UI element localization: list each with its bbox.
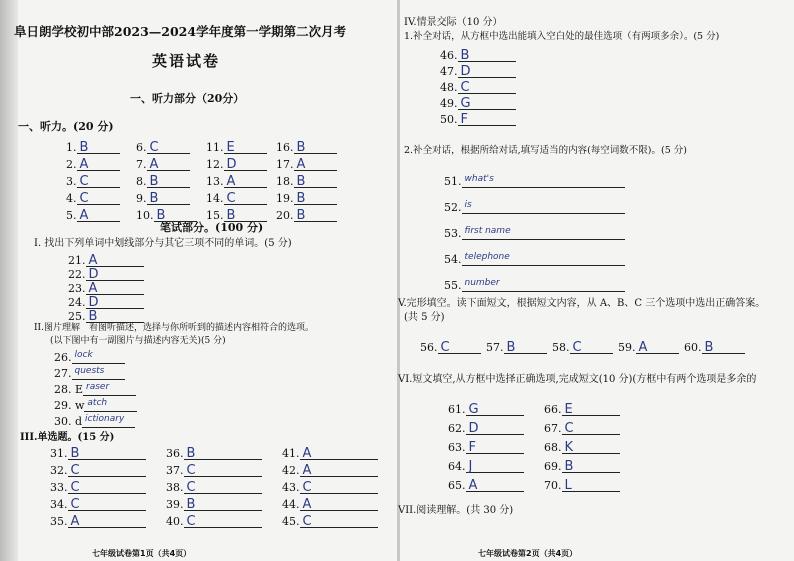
answer-blank[interactable]: E (224, 140, 267, 154)
question-number: 36. (166, 447, 184, 460)
answer-blank[interactable]: A (224, 174, 267, 188)
answer-blank[interactable]: is (462, 200, 625, 214)
answer-blank[interactable]: C (184, 480, 262, 494)
answer-row (136, 191, 190, 205)
answer-blank[interactable]: B (294, 140, 337, 154)
answer-blank[interactable]: B (294, 208, 337, 222)
answer-blank[interactable]: A (77, 208, 120, 222)
answer-blank[interactable]: C (68, 480, 146, 494)
answer-row (544, 478, 620, 492)
question-number: 67. (544, 422, 562, 435)
answer-row (206, 174, 267, 188)
question-number: 68. (544, 441, 562, 454)
question-number: 45. (282, 515, 300, 528)
section4-q1: 1.补全对话，从方框中选出能填入空白处的最佳选项（有两项多余）。(5 分) (404, 31, 720, 42)
question-number: 69. (544, 460, 562, 473)
answer-row (618, 340, 679, 354)
answer-row (282, 480, 378, 494)
answer-blank[interactable]: L (562, 478, 620, 492)
question-number: 11. (206, 141, 224, 154)
answer-row (552, 340, 613, 354)
section7-title: VII.阅读理解。(共 30 分) (398, 505, 514, 516)
question-number: 32. (50, 464, 68, 477)
question-number: 51. (444, 175, 462, 188)
question-number: 53. (444, 227, 462, 240)
question-number: 25. (68, 310, 86, 323)
answer-blank[interactable]: C (77, 191, 120, 205)
question-number: 64. (448, 460, 466, 473)
answer-row (684, 340, 745, 354)
answer-row (440, 80, 516, 94)
answer-blank[interactable]: ictionary (82, 414, 135, 428)
question-number: 13. (206, 175, 224, 188)
answer-row (66, 157, 120, 171)
answer-blank[interactable]: A (86, 281, 144, 295)
answer-row (276, 140, 337, 154)
answer-row (166, 480, 262, 494)
question-number: 2. (66, 158, 77, 171)
question-number: 37. (166, 464, 184, 477)
answer-blank[interactable]: A (147, 157, 190, 171)
question-number: 21. (68, 254, 86, 267)
answer-blank[interactable]: D (224, 157, 267, 171)
question-number: 50. (440, 113, 458, 126)
answer-row (66, 191, 120, 205)
section5-subtitle: (共 5 分) (404, 312, 445, 323)
question-number: 46. (440, 49, 458, 62)
answer-blank[interactable]: C (68, 497, 146, 511)
answer-blank[interactable]: A (466, 478, 524, 492)
answer-row (166, 463, 262, 477)
question-number: 44. (282, 498, 300, 511)
answer-blank[interactable]: D (86, 295, 144, 309)
question-number: 43. (282, 481, 300, 494)
answer-blank[interactable]: C (570, 340, 613, 354)
question-number: 18. (276, 175, 294, 188)
question-number: 61. (448, 403, 466, 416)
answer-blank[interactable]: C (224, 191, 267, 205)
answer-blank[interactable]: C (438, 340, 481, 354)
answer-blank[interactable]: E (562, 402, 620, 416)
answer-blank[interactable]: A (300, 497, 378, 511)
answer-row (206, 157, 267, 171)
answer-row (444, 174, 625, 188)
answer-blank[interactable]: F (458, 112, 516, 126)
answer-blank[interactable]: G (458, 96, 516, 110)
question-number: 70. (544, 479, 562, 492)
answer-row (54, 398, 137, 412)
question-number: 5. (66, 209, 77, 222)
question-number: 10. (136, 209, 154, 222)
answer-row (444, 200, 625, 214)
answer-row (276, 174, 337, 188)
question-number: 30. d (54, 415, 83, 428)
answer-row (66, 208, 120, 222)
answer-blank[interactable]: C (184, 463, 262, 477)
question-number: 27. (54, 367, 72, 380)
answer-blank[interactable]: B (504, 340, 547, 354)
section3-title: III.单选题。(15 分) (20, 432, 115, 443)
answer-blank[interactable]: quests (72, 366, 125, 380)
answer-row (276, 157, 337, 171)
answer-blank[interactable]: A (636, 340, 679, 354)
answer-row (276, 208, 337, 222)
question-number: 24. (68, 296, 86, 309)
answer-row (206, 208, 267, 222)
subject-title: 英语试卷 (152, 52, 221, 70)
section4-title: IV.情景交际（10 分） (404, 17, 503, 28)
question-number: 65. (448, 479, 466, 492)
answer-blank[interactable]: B (147, 174, 190, 188)
answer-row (166, 497, 262, 511)
answer-row (448, 478, 524, 492)
answer-blank[interactable]: A (86, 253, 144, 267)
answer-row (68, 281, 144, 295)
answer-row (282, 446, 378, 460)
exam-title: 阜日朗学校初中部2023—2024学年度第一学期第二次月考 (14, 24, 347, 39)
answer-row (68, 309, 144, 323)
answer-row (448, 459, 524, 473)
question-number: 40. (166, 515, 184, 528)
question-number: 4. (66, 192, 77, 205)
answer-row (486, 340, 547, 354)
answer-blank[interactable]: B (154, 208, 197, 222)
answer-row (282, 514, 378, 528)
answer-row (68, 267, 144, 281)
answer-row (50, 446, 146, 460)
answer-row (66, 174, 120, 188)
question-number: 52. (444, 201, 462, 214)
question-number: 14. (206, 192, 224, 205)
question-number: 16. (276, 141, 294, 154)
question-number: 56. (420, 341, 438, 354)
answer-row (50, 463, 146, 477)
question-number: 17. (276, 158, 294, 171)
answer-blank[interactable]: D (458, 64, 516, 78)
answer-blank[interactable]: J (466, 459, 524, 473)
page-divider (397, 0, 400, 561)
answer-row (66, 140, 120, 154)
question-number: 55. (444, 279, 462, 292)
answer-blank[interactable]: C (77, 174, 120, 188)
answer-row (50, 497, 146, 511)
answer-blank[interactable]: B (294, 174, 337, 188)
question-number: 19. (276, 192, 294, 205)
answer-blank[interactable]: D (86, 267, 144, 281)
answer-blank[interactable]: A (68, 514, 146, 528)
answer-blank[interactable]: A (300, 446, 378, 460)
answer-row (448, 421, 524, 435)
answer-blank[interactable]: K (562, 440, 620, 454)
answer-row (136, 208, 197, 222)
answer-blank[interactable]: C (184, 514, 262, 528)
question-number: 47. (440, 65, 458, 78)
answer-row (544, 402, 620, 416)
part1-title: 一、听力部分（20分） (130, 92, 245, 105)
answer-blank[interactable]: B (68, 446, 146, 460)
question-number: 7. (136, 158, 147, 171)
answer-blank[interactable]: telephone (462, 252, 625, 266)
answer-blank[interactable]: lock (72, 350, 125, 364)
answer-row (136, 157, 190, 171)
answer-row (68, 295, 144, 309)
answer-blank[interactable]: A (294, 157, 337, 171)
answer-row (440, 64, 516, 78)
answer-blank[interactable]: C (300, 514, 378, 528)
question-number: 6. (136, 141, 147, 154)
answer-row (68, 253, 144, 267)
question-number: 34. (50, 498, 68, 511)
answer-row (544, 440, 620, 454)
question-number: 31. (50, 447, 68, 460)
answer-row (206, 140, 267, 154)
question-number: 59. (618, 341, 636, 354)
left-footer: 七年级试卷第1页（共4页） (92, 549, 192, 558)
question-number: 26. (54, 351, 72, 364)
answer-row (136, 174, 190, 188)
question-number: 62. (448, 422, 466, 435)
answer-row (54, 414, 135, 428)
answer-blank[interactable]: G (466, 402, 524, 416)
right-footer: 七年级试卷第2页（共4页） (478, 549, 578, 558)
question-number: 42. (282, 464, 300, 477)
section1-title: I. 找出下列单词中划线部分与其它三项不同的单词。(5 分) (34, 238, 292, 249)
answer-blank[interactable]: B (562, 459, 620, 473)
question-number: 66. (544, 403, 562, 416)
answer-blank[interactable]: number (462, 278, 625, 292)
question-number: 35. (50, 515, 68, 528)
answer-row (54, 366, 125, 380)
answer-blank[interactable]: B (147, 191, 190, 205)
question-number: 38. (166, 481, 184, 494)
answer-row (440, 112, 516, 126)
question-number: 58. (552, 341, 570, 354)
section-listening-title: 一、听力。(20 分) (18, 120, 114, 133)
question-number: 33. (50, 481, 68, 494)
section4-q2: 2.补全对话，根据所给对话,填写适当的内容(每空词数不限)。(5 分) (404, 145, 687, 156)
answer-blank[interactable]: B (224, 208, 267, 222)
answer-blank[interactable]: B (294, 191, 337, 205)
answer-row (444, 226, 625, 240)
question-number: 54. (444, 253, 462, 266)
answer-blank[interactable]: F (466, 440, 524, 454)
question-number: 22. (68, 268, 86, 281)
answer-blank[interactable]: B (702, 340, 745, 354)
answer-blank[interactable]: first name (462, 226, 625, 240)
answer-row (448, 440, 524, 454)
answer-blank[interactable]: D (466, 421, 524, 435)
answer-row (544, 459, 620, 473)
answer-blank[interactable]: C (458, 80, 516, 94)
question-number: 3. (66, 175, 77, 188)
answer-row (166, 514, 262, 528)
question-number: 63. (448, 441, 466, 454)
question-number: 9. (136, 192, 147, 205)
question-number: 29. w (54, 399, 85, 412)
answer-row (544, 421, 620, 435)
binding-edge (0, 0, 18, 561)
answer-blank[interactable]: atch (84, 398, 137, 412)
question-number: 28. E (54, 383, 84, 396)
answer-blank[interactable]: B (86, 309, 144, 323)
answer-blank[interactable]: what's (462, 174, 625, 188)
answer-row (54, 350, 125, 364)
answer-row (276, 191, 337, 205)
question-number: 41. (282, 447, 300, 460)
answer-row (444, 278, 625, 292)
answer-blank[interactable]: C (68, 463, 146, 477)
answer-row (282, 497, 378, 511)
answer-row (166, 446, 262, 460)
question-number: 15. (206, 209, 224, 222)
answer-blank[interactable]: C (562, 421, 620, 435)
question-number: 23. (68, 282, 86, 295)
answer-blank[interactable]: B (458, 48, 516, 62)
answer-blank[interactable]: B (184, 446, 262, 460)
section2-title: II.图片理解 看图听描述，选择与你所听到的描述内容相符合的选项。 (34, 323, 314, 333)
answer-blank[interactable]: A (300, 463, 378, 477)
answer-row (50, 514, 146, 528)
question-number: 20. (276, 209, 294, 222)
question-number: 57. (486, 341, 504, 354)
answer-blank[interactable]: A (77, 157, 120, 171)
answer-row (448, 402, 524, 416)
section5-title: V.完形填空。读下面短文，根据短文内容，从 A、B、C 三个选项中选出正确答案。 (398, 298, 766, 309)
answer-row (440, 48, 516, 62)
answer-row (206, 191, 267, 205)
answer-row (440, 96, 516, 110)
answer-blank[interactable]: B (77, 140, 120, 154)
answer-blank[interactable]: C (147, 140, 190, 154)
question-number: 49. (440, 97, 458, 110)
question-number: 60. (684, 341, 702, 354)
question-number: 48. (440, 81, 458, 94)
answer-row (50, 480, 146, 494)
answer-row (54, 382, 136, 396)
section6-title: VI.短文填空,从方框中选择正确选项,完成短文(10 分)(方框中有两个选项是多余的 (398, 374, 757, 385)
answer-blank[interactable]: C (300, 480, 378, 494)
answer-blank[interactable]: raser (83, 382, 136, 396)
section2-subtitle: (以下图中有一副图片与描述内容无关)(5 分) (50, 336, 226, 346)
question-number: 39. (166, 498, 184, 511)
answer-row (444, 252, 625, 266)
question-number: 8. (136, 175, 147, 188)
question-number: 1. (66, 141, 77, 154)
answer-row (136, 140, 190, 154)
answer-row (282, 463, 378, 477)
answer-row (420, 340, 481, 354)
written-part-title: 笔试部分。(100 分) (160, 221, 264, 234)
question-number: 12. (206, 158, 224, 171)
answer-blank[interactable]: B (184, 497, 262, 511)
